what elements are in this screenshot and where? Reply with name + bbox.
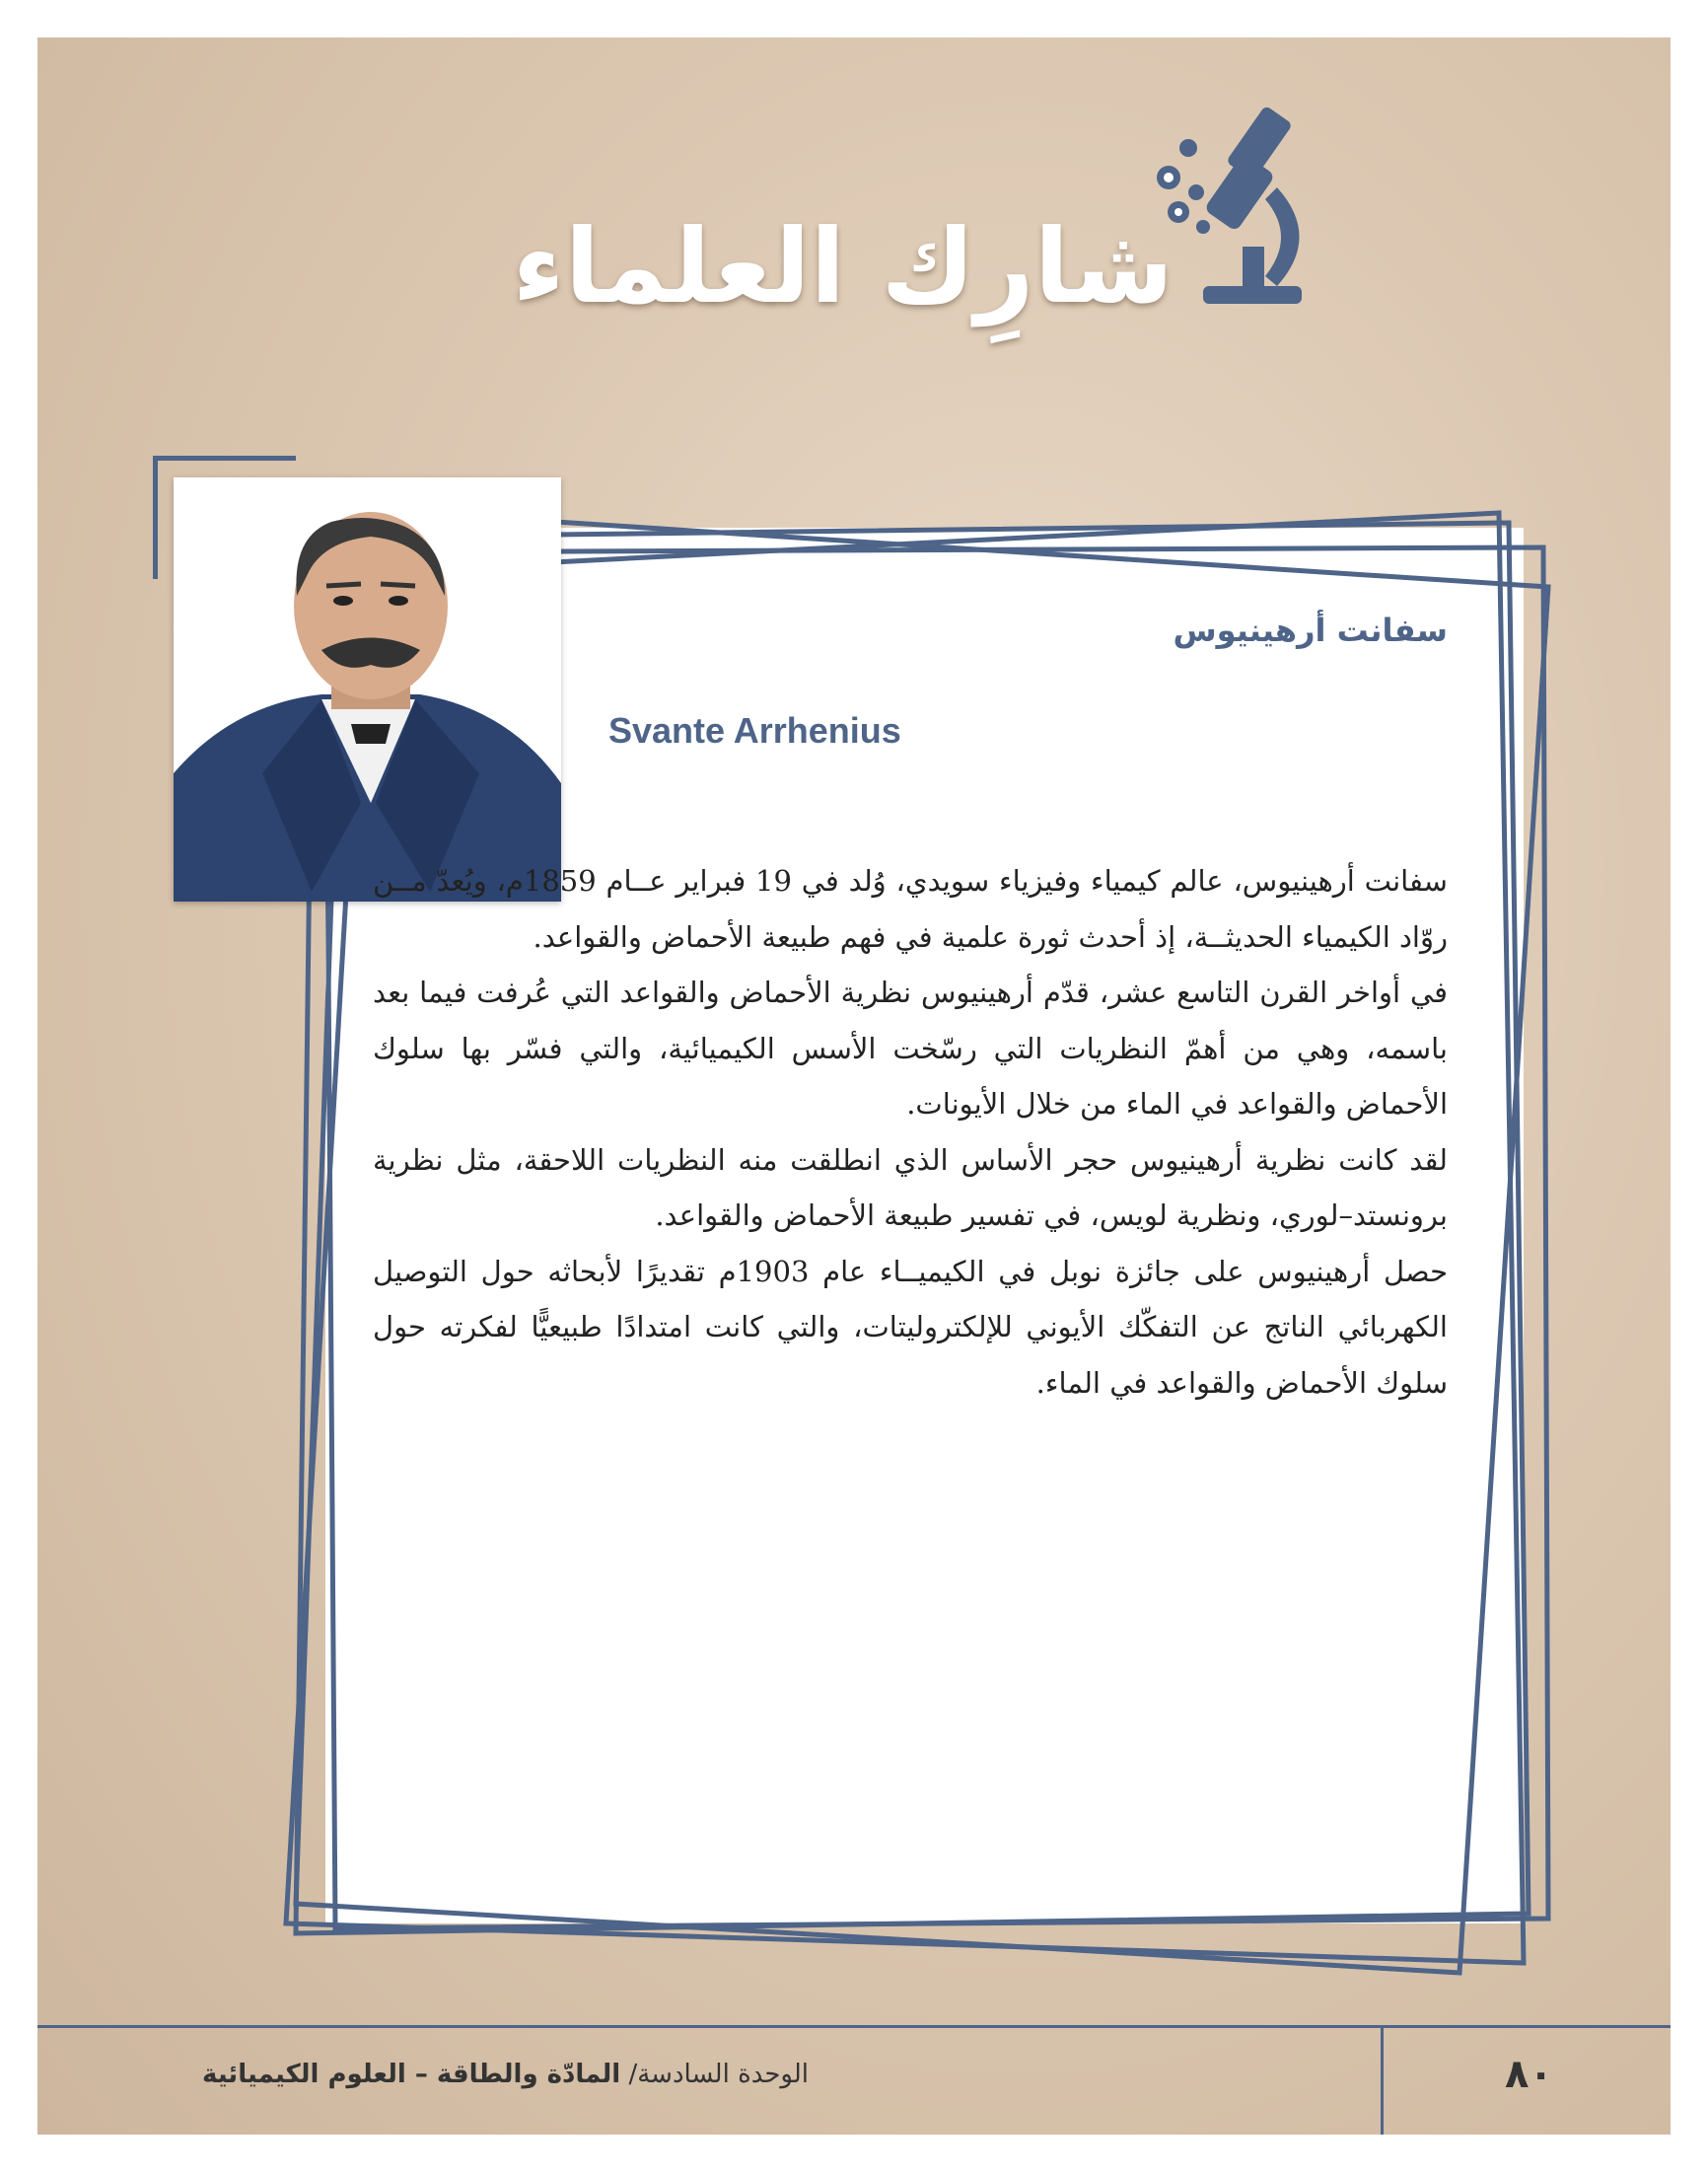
title-text: شارِك العلماء [512,206,1174,326]
paragraph-1: سفانت أرهينيوس، عالم كيمياء وفيزياء سويدي، وُلد في 19 فبراير عــام 1859م، ويُعدّ مــن روّاد الكيمياء الحديثــة، إذ أحدث ثورة علمية في فهم طبيعة الأحماض والقواعد. [373,864,1448,954]
paragraph-3: لقد كانت نظرية أرهينيوس حجر الأساس الذي انطلقت منه النظريات اللاحقة، مثل نظرية برونستد–لوري، ونظرية لويس، في تفسير طبيعة الأحماض والقواعد. [373,1142,1448,1232]
paragraph-2: في أواخر القرن التاسع عشر، قدّم أرهينيوس نظرية الأحماض والقواعد التي عُرفت فيما بعد باسمه، وهي من أهمّ النظريات التي رسّخت الأسس الكيميائية، والتي فسّر بها سلوك الأحماض والقواعد في الماء من خلال الأيونات. [373,976,1448,1121]
scientist-name-arabic: سفانت أرهينيوس [1173,612,1448,649]
page-number: ٨٠ [1505,2052,1553,2097]
footer-breadcrumb [202,2060,809,2089]
paragraph-4: حصل أرهينيوس على جائزة نوبل في الكيميــاء عام 1903م تقديرًا لأبحاثه حول التوصيل الكهربائي الناتج عن التفكّك الأيوني للإلكتروليتات، والتي كانت امتدادًا طبيعيًّا لفكرته حول سلوك الأحماض والقواعد في الماء. [373,1254,1449,1400]
scientist-name-english: Svante Arrhenius [608,710,901,751]
footer-rule [37,2025,1671,2028]
portrait-frame [174,477,561,902]
footer-topic: المادّة والطاقة – العلوم الكيميائية [202,2060,621,2089]
portrait-illustration [174,477,561,902]
footer-divider [1381,2025,1384,2135]
footer-unit: الوحدة السادسة/ [628,2060,809,2089]
biography-text [373,853,1448,1411]
